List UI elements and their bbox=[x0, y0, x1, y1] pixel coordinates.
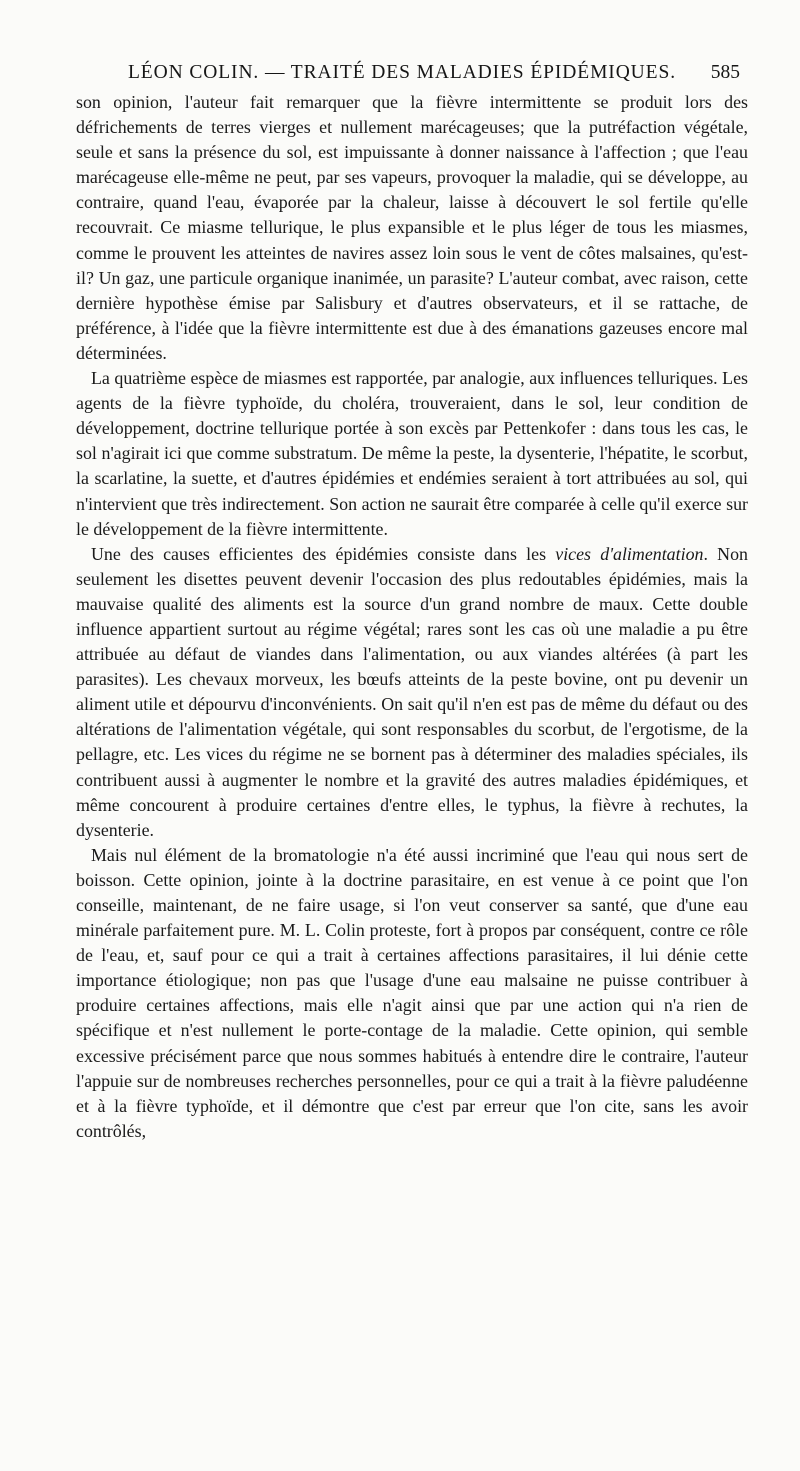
paragraph-text: Une des causes efficientes des épidémies consiste dans les bbox=[91, 543, 556, 564]
running-title: LÉON COLIN. — TRAITÉ DES MALADIES ÉPIDÉMIQUES. bbox=[127, 62, 676, 83]
emphasis-term: vices d'alimentation bbox=[555, 543, 704, 564]
paragraph-telluric-miasmas: La quatrième espèce de miasmes est rapportée, par analogie, aux influences telluriques. Les agents de la fièvre typhoïde, du choléra, trouveraient, dans le sol, leur condition de développement, doctrine tellurique portée à son excès par Pettenkofer : dans tous les cas, le sol n'agirait ici que comme substratum. De même la peste, la dysenterie, l'hépatite, le scorbut, la scarlatine, la suette, et d'autres épidémies et endémies seraient à tort attribuées au sol, qui n'intervient que très indirectement. Son action ne saurait être comparée à celle qu'il exerce sur le développement de la fièvre intermittente. bbox=[76, 368, 748, 539]
body-text bbox=[76, 90, 748, 1144]
paragraph-water: Mais nul élément de la bromatologie n'a été aussi incriminé que l'eau qui nous sert de boisson. Cette opinion, jointe à la doctrine parasitaire, en est venue à ce point que l'on conseille, maintenant, de ne faire usage, si l'on veut conserver sa santé, que d'une eau minérale parfaitement pure. M. L. Colin proteste, fort à propos par conséquent, contre ce rôle de l'eau, et, sauf pour ce qui a trait à certaines affections parasitaires, il lui dénie cette importance étiologique; non pas que l'usage d'une eau malsaine ne puisse contribuer à produire certaines affections, mais elle n'agit ainsi que par une action qui n'a rien de spécifique et n'est nullement le porte-contage de la maladie. Cette opinion, qui semble excessive précisément parce que nous sommes habitués à entendre dire le contraire, l'auteur l'appuie sur de nombreuses recherches personnelles, pour ce qui a trait à la fièvre paludéenne et à la fièvre typhoïde, et il démontre que c'est par erreur que l'on cite, sans les avoir contrôlés, bbox=[76, 844, 748, 1141]
page-header bbox=[82, 62, 742, 92]
paragraph-text: . Non seulement les disettes peuvent devenir l'occasion des plus redoutables épidémies, mais la mauvaise qualité des aliments est la source d'un grand nombre de maux. Cette double influence appartient surtout au régime végétal; rares sont les cas où une maladie a pu être attribuée au défaut de viandes dans l'alimentation, ou aux viandes altérées (à part les parasites). Les chevaux morveux, les bœufs atteints de la peste bovine, ont pu devenir un aliment utile et dépourvu d'inconvénients. On sait qu'il n'en est pas de même du défaut ou des altérations de l'alimentation végétale, qui sont responsables du scorbut, de l'ergotisme, de la pellagre, etc. Les vices du régime ne se bornent pas à déterminer des maladies spéciales, ils contribuent aussi à augmenter le nombre et la gravité des autres maladies épidémiques, et même concourent à produire certaines d'entre elles, le typhus, la fièvre à rechutes, la dysenterie. bbox=[76, 543, 748, 840]
paragraph-continuation: son opinion, l'auteur fait remarquer que la fièvre intermittente se produit lors des défrichements de terres vierges et nullement marécageuses; que la putréfaction végétale, seule et sans la présence du sol, est impuissante à donner naissance à l'affection ; que l'eau marécageuse elle-même ne peut, par ses vapeurs, provoquer la maladie, qui se développe, au contraire, quand l'eau, évaporée par la chaleur, laisse à découvert le sol fertile qu'elle recouvrait. Ce miasme tellurique, le plus expansible et le plus léger de tous les miasmes, comme le prouvent les atteintes de navires assez loin sous le vent de côtes malsaines, qu'est-il? Un gaz, une particule organique inanimée, un parasite? L'auteur combat, avec raison, cette dernière hypothèse émise par Salisbury et d'autres observateurs, et il se rattache, de préférence, à l'idée que la fièvre intermittente est due à des émanations gazeuses encore mal déterminées. bbox=[76, 92, 748, 363]
page-number: 585 bbox=[710, 62, 740, 83]
paragraph-alimentation bbox=[76, 542, 748, 843]
